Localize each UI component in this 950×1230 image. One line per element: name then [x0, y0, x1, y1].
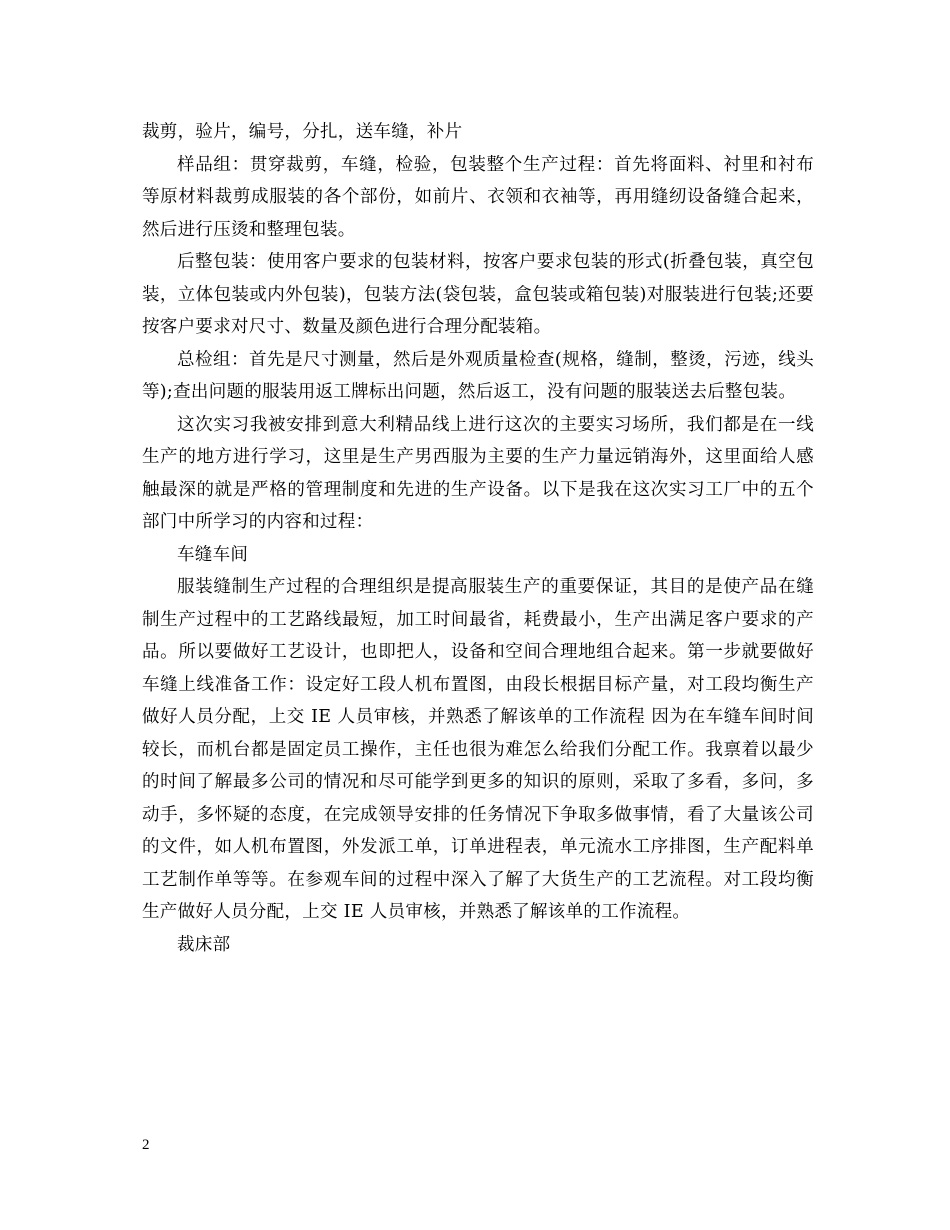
body-text [142, 116, 814, 961]
section-heading: 车缝车间 [177, 544, 249, 565]
page-number: 2 [142, 1137, 150, 1153]
paragraph: 这次实习我被安排到意大利精品线上进行这次的主要实习场所，我们都是在一线生产的地方进行学习，这里是生产男西服为主要的生产力量远销海外，这里面给人感触最深的就是严格的管理制度和先进的生产设备。以下是我在这次实习工厂中的五个部门中所学习的内容和过程： [142, 414, 814, 532]
paragraph: 服装缝制生产过程的合理组织是提高服装生产的重要保证，其目的是使产品在缝制生产过程中的工艺路线最短，加工时间最省，耗费最小，生产出满足客户要求的产品。所以要做好工艺设计，也即把人，设备和空间合理地组合起来。第一步就要做好车缝上线准备工作：设定好工段人机布置图，由段长根据目标产量，对工段均衡生产做好人员分配，上交 IE 人员审核，并熟悉了解该单的工作流程 因为在车缝车间时间较长，而机台都是固定员工操作，主任也很为难怎么给我们分配工作。我禀着以最少的时间了解最多公司的情况和尽可能学到更多的知识的原则，采取了多看，多问，多动手，多怀疑的态度，在完成领导安排的任务情况下争取多做事情，看了大量该公司的文件，如人机布置图，外发派工单，订单进程表，单元流水工序排图，生产配料单工艺制作单等等。在参观车间的过程中深入了解了大货生产的工艺流程。对工段均衡生产做好人员分配，上交 IE 人员审核，并熟悉了解该单的工作流程。 [142, 577, 814, 922]
paragraph: 样品组：贯穿裁剪，车缝，检验，包装整个生产过程：首先将面料、衬里和衬布等原材料裁剪成服装的各个部份，如前片、衣领和衣袖等，再用缝纫设备缝合起来，然后进行压烫和整理包装。 [142, 154, 814, 240]
paragraph: 后整包装：使用客户要求的包装材料，按客户要求包装的形式(折叠包装，真空包装，立体包装或内外包装)，包装方法(袋包装，盒包装或箱包装)对服装进行包装;还要按客户要求对尺寸、数量及颜色进行合理分配装箱。 [142, 252, 814, 337]
paragraph: 裁剪，验片，编号，分扎，送车缝，补片 [142, 122, 463, 142]
paragraph: 总检组：首先是尺寸测量，然后是外观质量检查(规格，缝制，整烫，污迹，线头等);查出问题的服装用返工牌标出问题，然后返工，没有问题的服装送去后整包装。 [142, 349, 814, 402]
section-heading: 裁床部 [177, 934, 231, 955]
